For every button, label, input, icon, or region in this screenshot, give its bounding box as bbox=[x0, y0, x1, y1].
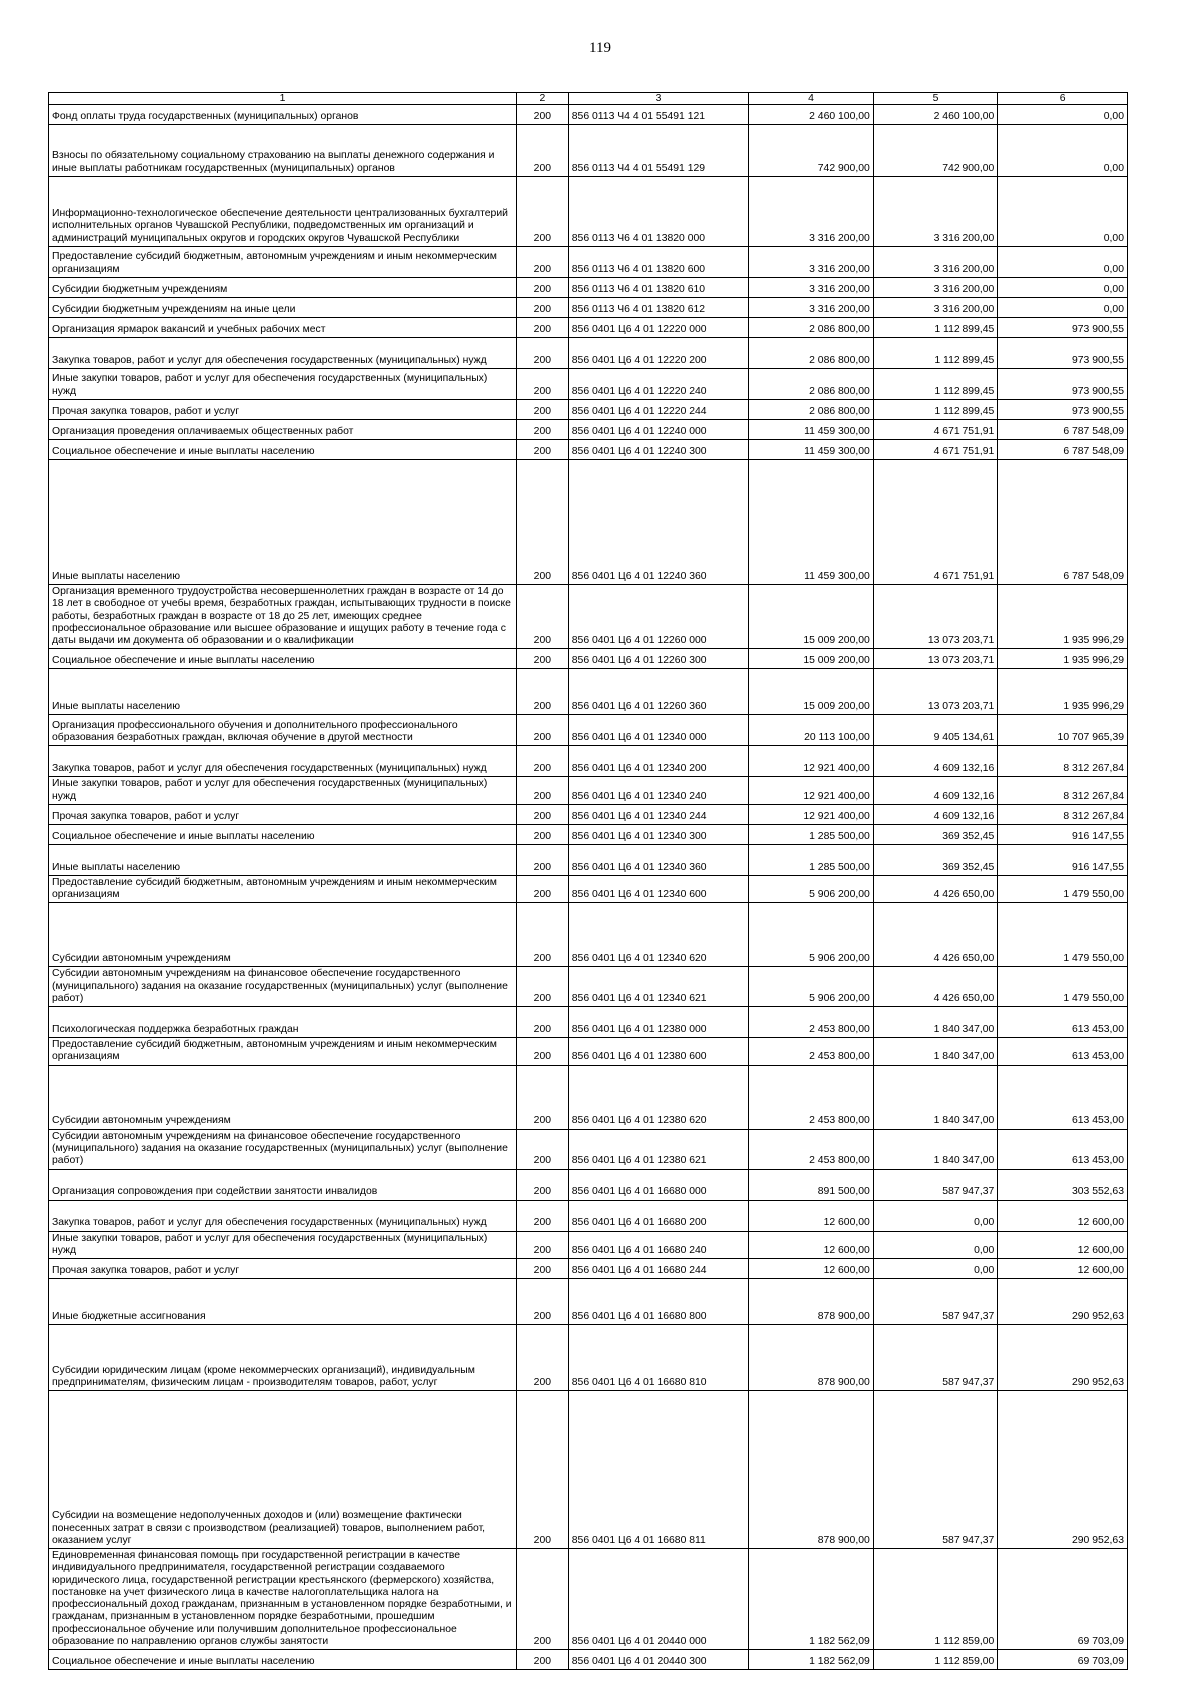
row-unexecuted-amount: 12 600,00 bbox=[998, 1231, 1128, 1259]
row-budget-code: 856 0401 Ц6 4 01 12340 240 bbox=[568, 777, 749, 805]
row-line-code: 200 bbox=[516, 1129, 568, 1169]
page-number: 119 bbox=[589, 40, 611, 56]
row-unexecuted-amount: 0,00 bbox=[998, 298, 1128, 318]
row-line-code: 200 bbox=[516, 440, 568, 460]
row-unexecuted-amount: 0,00 bbox=[998, 125, 1128, 177]
row-budget-code: 856 0401 Ц6 4 01 12340 600 bbox=[568, 875, 749, 903]
row-line-code: 200 bbox=[516, 669, 568, 715]
row-name: Социальное обеспечение и иные выплаты населению bbox=[49, 824, 517, 844]
row-budget-code: 856 0401 Ц6 4 01 12340 360 bbox=[568, 844, 749, 875]
row-line-code: 200 bbox=[516, 804, 568, 824]
row-approved-amount: 878 900,00 bbox=[749, 1391, 874, 1549]
row-line-code: 200 bbox=[516, 460, 568, 585]
row-unexecuted-amount: 1 479 550,00 bbox=[998, 967, 1128, 1007]
row-unexecuted-amount: 613 453,00 bbox=[998, 1007, 1128, 1038]
row-budget-code: 856 0401 Ц6 4 01 20440 000 bbox=[568, 1549, 749, 1650]
table-row bbox=[49, 1325, 1128, 1391]
table-row bbox=[49, 715, 1128, 746]
row-budget-code: 856 0401 Ц6 4 01 12260 300 bbox=[568, 649, 749, 669]
row-approved-amount: 3 316 200,00 bbox=[749, 247, 874, 278]
row-budget-code: 856 0113 Ч6 4 01 13820 612 bbox=[568, 298, 749, 318]
row-budget-code: 856 0113 Ч6 4 01 13820 000 bbox=[568, 177, 749, 247]
row-approved-amount: 20 113 100,00 bbox=[749, 715, 874, 746]
row-approved-amount: 12 921 400,00 bbox=[749, 777, 874, 805]
table-row bbox=[49, 247, 1128, 278]
row-budget-code: 856 0401 Ц6 4 01 12260 000 bbox=[568, 585, 749, 649]
row-executed-amount: 13 073 203,71 bbox=[873, 585, 998, 649]
table-row bbox=[49, 903, 1128, 967]
row-approved-amount: 742 900,00 bbox=[749, 125, 874, 177]
row-executed-amount: 1 840 347,00 bbox=[873, 1038, 998, 1066]
row-approved-amount: 2 453 800,00 bbox=[749, 1038, 874, 1066]
row-approved-amount: 15 009 200,00 bbox=[749, 669, 874, 715]
row-unexecuted-amount: 613 453,00 bbox=[998, 1065, 1128, 1129]
row-approved-amount: 2 086 800,00 bbox=[749, 400, 874, 420]
row-name: Прочая закупка товаров, работ и услуг bbox=[49, 400, 517, 420]
row-unexecuted-amount: 1 479 550,00 bbox=[998, 875, 1128, 903]
table-row bbox=[49, 1065, 1128, 1129]
row-unexecuted-amount: 6 787 548,09 bbox=[998, 460, 1128, 585]
row-approved-amount: 12 600,00 bbox=[749, 1231, 874, 1259]
row-unexecuted-amount: 613 453,00 bbox=[998, 1038, 1128, 1066]
row-budget-code: 856 0401 Ц6 4 01 12340 300 bbox=[568, 824, 749, 844]
table-row bbox=[49, 669, 1128, 715]
row-executed-amount: 1 840 347,00 bbox=[873, 1007, 998, 1038]
row-name: Иные закупки товаров, работ и услуг для обеспечения государственных (муниципальных) нужд bbox=[49, 1231, 517, 1259]
row-budget-code: 856 0401 Ц6 4 01 12340 200 bbox=[568, 746, 749, 777]
row-unexecuted-amount: 290 952,63 bbox=[998, 1279, 1128, 1325]
row-approved-amount: 2 460 100,00 bbox=[749, 105, 874, 125]
row-executed-amount: 0,00 bbox=[873, 1259, 998, 1279]
table-row bbox=[49, 1259, 1128, 1279]
row-executed-amount: 13 073 203,71 bbox=[873, 649, 998, 669]
row-name: Иные выплаты населению bbox=[49, 844, 517, 875]
row-executed-amount: 587 947,37 bbox=[873, 1169, 998, 1200]
row-unexecuted-amount: 6 787 548,09 bbox=[998, 420, 1128, 440]
row-executed-amount: 3 316 200,00 bbox=[873, 177, 998, 247]
row-budget-code: 856 0401 Ц6 4 01 12260 360 bbox=[568, 669, 749, 715]
row-line-code: 200 bbox=[516, 338, 568, 369]
row-executed-amount: 587 947,37 bbox=[873, 1279, 998, 1325]
row-unexecuted-amount: 1 935 996,29 bbox=[998, 585, 1128, 649]
row-unexecuted-amount: 0,00 bbox=[998, 247, 1128, 278]
column-number-3: 3 bbox=[568, 93, 749, 105]
table-row bbox=[49, 1391, 1128, 1549]
table-row bbox=[49, 1007, 1128, 1038]
row-line-code: 200 bbox=[516, 278, 568, 298]
row-name: Иные закупки товаров, работ и услуг для обеспечения государственных (муниципальных) нужд bbox=[49, 777, 517, 805]
row-line-code: 200 bbox=[516, 1169, 568, 1200]
row-executed-amount: 587 947,37 bbox=[873, 1391, 998, 1549]
column-number-2: 2 bbox=[516, 93, 568, 105]
table-row bbox=[49, 777, 1128, 805]
row-budget-code: 856 0401 Ц6 4 01 16680 000 bbox=[568, 1169, 749, 1200]
table-row bbox=[49, 1231, 1128, 1259]
row-unexecuted-amount: 8 312 267,84 bbox=[998, 804, 1128, 824]
row-unexecuted-amount: 916 147,55 bbox=[998, 824, 1128, 844]
row-unexecuted-amount: 973 900,55 bbox=[998, 400, 1128, 420]
row-name: Иные выплаты населению bbox=[49, 460, 517, 585]
table-row bbox=[49, 1169, 1128, 1200]
table-row bbox=[49, 369, 1128, 400]
budget-execution-table bbox=[48, 92, 1128, 1670]
row-approved-amount: 2 086 800,00 bbox=[749, 338, 874, 369]
row-approved-amount: 12 921 400,00 bbox=[749, 746, 874, 777]
row-executed-amount: 369 352,45 bbox=[873, 824, 998, 844]
row-name: Психологическая поддержка безработных граждан bbox=[49, 1007, 517, 1038]
row-approved-amount: 11 459 300,00 bbox=[749, 440, 874, 460]
row-name: Социальное обеспечение и иные выплаты населению bbox=[49, 649, 517, 669]
row-budget-code: 856 0401 Ц6 4 01 12340 620 bbox=[568, 903, 749, 967]
row-line-code: 200 bbox=[516, 1650, 568, 1670]
row-name: Взносы по обязательному социальному страхованию на выплаты денежного содержания и иные выплаты работникам государственных (муниципальных) органов bbox=[49, 125, 517, 177]
row-executed-amount: 3 316 200,00 bbox=[873, 247, 998, 278]
row-line-code: 200 bbox=[516, 1325, 568, 1391]
row-executed-amount: 0,00 bbox=[873, 1231, 998, 1259]
row-line-code: 200 bbox=[516, 1038, 568, 1066]
row-approved-amount: 11 459 300,00 bbox=[749, 460, 874, 585]
row-executed-amount: 1 112 899,45 bbox=[873, 338, 998, 369]
row-name: Закупка товаров, работ и услуг для обеспечения государственных (муниципальных) нужд bbox=[49, 338, 517, 369]
row-line-code: 200 bbox=[516, 1007, 568, 1038]
table-row bbox=[49, 875, 1128, 903]
row-unexecuted-amount: 303 552,63 bbox=[998, 1169, 1128, 1200]
row-executed-amount: 4 609 132,16 bbox=[873, 804, 998, 824]
row-budget-code: 856 0401 Ц6 4 01 12340 621 bbox=[568, 967, 749, 1007]
row-name: Иные закупки товаров, работ и услуг для обеспечения государственных (муниципальных) нужд bbox=[49, 369, 517, 400]
row-approved-amount: 5 906 200,00 bbox=[749, 875, 874, 903]
row-executed-amount: 1 112 859,00 bbox=[873, 1650, 998, 1670]
row-budget-code: 856 0113 Ч6 4 01 13820 600 bbox=[568, 247, 749, 278]
row-unexecuted-amount: 1 479 550,00 bbox=[998, 903, 1128, 967]
table-row bbox=[49, 967, 1128, 1007]
row-line-code: 200 bbox=[516, 1231, 568, 1259]
row-line-code: 200 bbox=[516, 875, 568, 903]
row-approved-amount: 2 453 800,00 bbox=[749, 1065, 874, 1129]
row-line-code: 200 bbox=[516, 177, 568, 247]
row-approved-amount: 12 600,00 bbox=[749, 1259, 874, 1279]
row-approved-amount: 3 316 200,00 bbox=[749, 177, 874, 247]
row-line-code: 200 bbox=[516, 400, 568, 420]
row-budget-code: 856 0401 Ц6 4 01 12220 240 bbox=[568, 369, 749, 400]
row-unexecuted-amount: 290 952,63 bbox=[998, 1325, 1128, 1391]
row-unexecuted-amount: 69 703,09 bbox=[998, 1650, 1128, 1670]
row-budget-code: 856 0401 Ц6 4 01 12220 200 bbox=[568, 338, 749, 369]
row-unexecuted-amount: 10 707 965,39 bbox=[998, 715, 1128, 746]
row-unexecuted-amount: 8 312 267,84 bbox=[998, 746, 1128, 777]
row-unexecuted-amount: 12 600,00 bbox=[998, 1200, 1128, 1231]
table-body bbox=[49, 105, 1128, 1670]
row-unexecuted-amount: 69 703,09 bbox=[998, 1549, 1128, 1650]
row-name: Субсидии автономным учреждениям на финансовое обеспечение государственного (муниципального) задания на оказание государственных (муниципальных) услуг (выполнение работ) bbox=[49, 1129, 517, 1169]
row-executed-amount: 3 316 200,00 bbox=[873, 278, 998, 298]
row-approved-amount: 1 182 562,09 bbox=[749, 1549, 874, 1650]
table-row bbox=[49, 649, 1128, 669]
row-unexecuted-amount: 6 787 548,09 bbox=[998, 440, 1128, 460]
column-number-row bbox=[49, 93, 1128, 105]
row-budget-code: 856 0401 Ц6 4 01 12380 620 bbox=[568, 1065, 749, 1129]
row-executed-amount: 1 112 899,45 bbox=[873, 369, 998, 400]
column-number-5: 5 bbox=[873, 93, 998, 105]
row-name: Субсидии бюджетным учреждениям bbox=[49, 278, 517, 298]
table-row bbox=[49, 1038, 1128, 1066]
row-approved-amount: 5 906 200,00 bbox=[749, 967, 874, 1007]
row-executed-amount: 4 426 650,00 bbox=[873, 967, 998, 1007]
row-approved-amount: 878 900,00 bbox=[749, 1279, 874, 1325]
table-row bbox=[49, 1129, 1128, 1169]
row-name: Закупка товаров, работ и услуг для обеспечения государственных (муниципальных) нужд bbox=[49, 746, 517, 777]
row-name: Организация профессионального обучения и дополнительного профессионального образования безработных граждан, включая обучение в другой местности bbox=[49, 715, 517, 746]
row-executed-amount: 4 671 751,91 bbox=[873, 420, 998, 440]
row-executed-amount: 4 671 751,91 bbox=[873, 440, 998, 460]
row-budget-code: 856 0401 Ц6 4 01 12340 244 bbox=[568, 804, 749, 824]
table-row bbox=[49, 585, 1128, 649]
row-budget-code: 856 0401 Ц6 4 01 12240 300 bbox=[568, 440, 749, 460]
row-executed-amount: 587 947,37 bbox=[873, 1325, 998, 1391]
row-approved-amount: 11 459 300,00 bbox=[749, 420, 874, 440]
row-name: Предоставление субсидий бюджетным, автономным учреждениям и иным некоммерческим организациям bbox=[49, 247, 517, 278]
row-name: Иные бюджетные ассигнования bbox=[49, 1279, 517, 1325]
row-executed-amount: 1 112 899,45 bbox=[873, 318, 998, 338]
table-row bbox=[49, 420, 1128, 440]
row-approved-amount: 15 009 200,00 bbox=[749, 585, 874, 649]
row-line-code: 200 bbox=[516, 125, 568, 177]
row-budget-code: 856 0113 Ч4 4 01 55491 129 bbox=[568, 125, 749, 177]
row-name: Социальное обеспечение и иные выплаты населению bbox=[49, 1650, 517, 1670]
row-name: Социальное обеспечение и иные выплаты населению bbox=[49, 440, 517, 460]
row-name: Фонд оплаты труда государственных (муниципальных) органов bbox=[49, 105, 517, 125]
row-name: Организация сопровождения при содействии занятости инвалидов bbox=[49, 1169, 517, 1200]
row-executed-amount: 4 609 132,16 bbox=[873, 777, 998, 805]
row-name: Закупка товаров, работ и услуг для обеспечения государственных (муниципальных) нужд bbox=[49, 1200, 517, 1231]
row-executed-amount: 369 352,45 bbox=[873, 844, 998, 875]
row-approved-amount: 1 182 562,09 bbox=[749, 1650, 874, 1670]
row-name: Предоставление субсидий бюджетным, автономным учреждениям и иным некоммерческим организациям bbox=[49, 1038, 517, 1066]
row-budget-code: 856 0401 Ц6 4 01 16680 800 bbox=[568, 1279, 749, 1325]
row-approved-amount: 15 009 200,00 bbox=[749, 649, 874, 669]
row-approved-amount: 2 086 800,00 bbox=[749, 369, 874, 400]
row-budget-code: 856 0113 Ч6 4 01 13820 610 bbox=[568, 278, 749, 298]
row-line-code: 200 bbox=[516, 824, 568, 844]
row-line-code: 200 bbox=[516, 903, 568, 967]
row-executed-amount: 1 840 347,00 bbox=[873, 1065, 998, 1129]
row-line-code: 200 bbox=[516, 777, 568, 805]
table-row bbox=[49, 1549, 1128, 1650]
table-row bbox=[49, 440, 1128, 460]
row-unexecuted-amount: 0,00 bbox=[998, 105, 1128, 125]
table-row bbox=[49, 318, 1128, 338]
row-budget-code: 856 0401 Ц6 4 01 16680 810 bbox=[568, 1325, 749, 1391]
table-row bbox=[49, 1650, 1128, 1670]
row-budget-code: 856 0401 Ц6 4 01 12380 000 bbox=[568, 1007, 749, 1038]
row-approved-amount: 1 285 500,00 bbox=[749, 844, 874, 875]
row-executed-amount: 742 900,00 bbox=[873, 125, 998, 177]
row-budget-code: 856 0401 Ц6 4 01 12380 621 bbox=[568, 1129, 749, 1169]
row-line-code: 200 bbox=[516, 1259, 568, 1279]
row-unexecuted-amount: 973 900,55 bbox=[998, 338, 1128, 369]
row-name: Организация временного трудоустройства несовершеннолетних граждан в возрасте от 14 до 18 лет в свободное от учебы время, безработных граждан, испытывающих трудности в поиске работы, безработных граждан в возрасте от 18 до 25 лет, имеющих среднее профессиональное образование или высшее образование и ищущих работу в течение года с даты выдачи им документа об образовании и о квалификации bbox=[49, 585, 517, 649]
table-row bbox=[49, 804, 1128, 824]
table-row bbox=[49, 177, 1128, 247]
row-line-code: 200 bbox=[516, 715, 568, 746]
row-name: Предоставление субсидий бюджетным, автономным учреждениям и иным некоммерческим организациям bbox=[49, 875, 517, 903]
table-row bbox=[49, 278, 1128, 298]
row-unexecuted-amount: 1 935 996,29 bbox=[998, 669, 1128, 715]
table-row bbox=[49, 746, 1128, 777]
row-budget-code: 856 0401 Ц6 4 01 12220 244 bbox=[568, 400, 749, 420]
row-line-code: 200 bbox=[516, 1200, 568, 1231]
row-budget-code: 856 0113 Ч4 4 01 55491 121 bbox=[568, 105, 749, 125]
row-line-code: 200 bbox=[516, 369, 568, 400]
row-approved-amount: 2 453 800,00 bbox=[749, 1007, 874, 1038]
row-line-code: 200 bbox=[516, 649, 568, 669]
row-approved-amount: 2 086 800,00 bbox=[749, 318, 874, 338]
row-unexecuted-amount: 973 900,55 bbox=[998, 369, 1128, 400]
table-row bbox=[49, 105, 1128, 125]
row-executed-amount: 4 671 751,91 bbox=[873, 460, 998, 585]
row-line-code: 200 bbox=[516, 1065, 568, 1129]
row-budget-code: 856 0401 Ц6 4 01 12240 000 bbox=[568, 420, 749, 440]
table-row bbox=[49, 844, 1128, 875]
row-budget-code: 856 0401 Ц6 4 01 12240 360 bbox=[568, 460, 749, 585]
row-unexecuted-amount: 973 900,55 bbox=[998, 318, 1128, 338]
row-line-code: 200 bbox=[516, 1549, 568, 1650]
row-budget-code: 856 0401 Ц6 4 01 16680 240 bbox=[568, 1231, 749, 1259]
row-executed-amount: 1 840 347,00 bbox=[873, 1129, 998, 1169]
row-unexecuted-amount: 12 600,00 bbox=[998, 1259, 1128, 1279]
table-row bbox=[49, 1279, 1128, 1325]
row-name: Субсидии автономным учреждениям на финансовое обеспечение государственного (муниципального) задания на оказание государственных (муниципальных) услуг (выполнение работ) bbox=[49, 967, 517, 1007]
row-executed-amount: 1 112 899,45 bbox=[873, 400, 998, 420]
table-row bbox=[49, 824, 1128, 844]
row-name: Прочая закупка товаров, работ и услуг bbox=[49, 1259, 517, 1279]
row-approved-amount: 5 906 200,00 bbox=[749, 903, 874, 967]
row-line-code: 200 bbox=[516, 1391, 568, 1549]
row-executed-amount: 1 112 859,00 bbox=[873, 1549, 998, 1650]
row-budget-code: 856 0401 Ц6 4 01 16680 244 bbox=[568, 1259, 749, 1279]
row-budget-code: 856 0401 Ц6 4 01 12220 000 bbox=[568, 318, 749, 338]
row-unexecuted-amount: 613 453,00 bbox=[998, 1129, 1128, 1169]
row-line-code: 200 bbox=[516, 298, 568, 318]
row-name: Иные выплаты населению bbox=[49, 669, 517, 715]
row-budget-code: 856 0401 Ц6 4 01 16680 200 bbox=[568, 1200, 749, 1231]
row-unexecuted-amount: 1 935 996,29 bbox=[998, 649, 1128, 669]
row-approved-amount: 12 921 400,00 bbox=[749, 804, 874, 824]
row-line-code: 200 bbox=[516, 746, 568, 777]
row-approved-amount: 3 316 200,00 bbox=[749, 298, 874, 318]
row-line-code: 200 bbox=[516, 247, 568, 278]
row-executed-amount: 13 073 203,71 bbox=[873, 669, 998, 715]
row-executed-amount: 4 426 650,00 bbox=[873, 903, 998, 967]
row-name: Субсидии бюджетным учреждениям на иные цели bbox=[49, 298, 517, 318]
row-executed-amount: 3 316 200,00 bbox=[873, 298, 998, 318]
row-line-code: 200 bbox=[516, 844, 568, 875]
row-budget-code: 856 0401 Ц6 4 01 20440 300 bbox=[568, 1650, 749, 1670]
row-approved-amount: 2 453 800,00 bbox=[749, 1129, 874, 1169]
row-budget-code: 856 0401 Ц6 4 01 12380 600 bbox=[568, 1038, 749, 1066]
column-number-4: 4 bbox=[749, 93, 874, 105]
row-line-code: 200 bbox=[516, 967, 568, 1007]
row-line-code: 200 bbox=[516, 318, 568, 338]
row-approved-amount: 3 316 200,00 bbox=[749, 278, 874, 298]
table-row bbox=[49, 125, 1128, 177]
table-row bbox=[49, 400, 1128, 420]
row-executed-amount: 9 405 134,61 bbox=[873, 715, 998, 746]
table-row bbox=[49, 1200, 1128, 1231]
row-approved-amount: 1 285 500,00 bbox=[749, 824, 874, 844]
row-budget-code: 856 0401 Ц6 4 01 16680 811 bbox=[568, 1391, 749, 1549]
row-name: Организация проведения оплачиваемых общественных работ bbox=[49, 420, 517, 440]
row-line-code: 200 bbox=[516, 585, 568, 649]
row-name: Прочая закупка товаров, работ и услуг bbox=[49, 804, 517, 824]
row-line-code: 200 bbox=[516, 105, 568, 125]
row-name: Единовременная финансовая помощь при государственной регистрации в качестве индивидуального предпринимателя, государственной регистрации создаваемого юридического лица, государственной регистрации крестьянского (фермерского) хозяйства, постановке на учет физического лица в качестве налогоплательщика налога на профессиональный доход гражданам, признанным в установленном порядке безработными, и гражданам, признанным в установленном порядке безработными, прошедшим профессиональное обучение или получившим дополнительное профессиональное образование по направлению органов службы занятости bbox=[49, 1549, 517, 1650]
row-approved-amount: 12 600,00 bbox=[749, 1200, 874, 1231]
row-budget-code: 856 0401 Ц6 4 01 12340 000 bbox=[568, 715, 749, 746]
column-number-6: 6 bbox=[998, 93, 1128, 105]
row-executed-amount: 4 609 132,16 bbox=[873, 746, 998, 777]
row-executed-amount: 2 460 100,00 bbox=[873, 105, 998, 125]
row-name: Организация ярмарок вакансий и учебных рабочих мест bbox=[49, 318, 517, 338]
row-executed-amount: 4 426 650,00 bbox=[873, 875, 998, 903]
row-name: Субсидии автономным учреждениям bbox=[49, 1065, 517, 1129]
row-approved-amount: 878 900,00 bbox=[749, 1325, 874, 1391]
row-unexecuted-amount: 290 952,63 bbox=[998, 1391, 1128, 1549]
table-row bbox=[49, 460, 1128, 585]
row-name: Субсидии автономным учреждениям bbox=[49, 903, 517, 967]
table-row bbox=[49, 298, 1128, 318]
column-number-1: 1 bbox=[49, 93, 517, 105]
row-line-code: 200 bbox=[516, 1279, 568, 1325]
table-row bbox=[49, 338, 1128, 369]
row-unexecuted-amount: 0,00 bbox=[998, 278, 1128, 298]
row-name: Субсидии на возмещение недополученных доходов и (или) возмещение фактически понесенных затрат в связи с производством (реализацией) товаров, выполнением работ, оказанием услуг bbox=[49, 1391, 517, 1549]
row-line-code: 200 bbox=[516, 420, 568, 440]
row-name: Информационно-технологическое обеспечение деятельности централизованных бухгалтерий исполнительных органов Чувашской Республики, подведомственных им организаций и администраций муниципальных округов и городских округов Чувашской Республики bbox=[49, 177, 517, 247]
row-unexecuted-amount: 0,00 bbox=[998, 177, 1128, 247]
row-name: Субсидии юридическим лицам (кроме некоммерческих организаций), индивидуальным предпринимателям, физическим лицам - производителям товаров, работ, услуг bbox=[49, 1325, 517, 1391]
row-approved-amount: 891 500,00 bbox=[749, 1169, 874, 1200]
row-unexecuted-amount: 8 312 267,84 bbox=[998, 777, 1128, 805]
row-unexecuted-amount: 916 147,55 bbox=[998, 844, 1128, 875]
row-executed-amount: 0,00 bbox=[873, 1200, 998, 1231]
